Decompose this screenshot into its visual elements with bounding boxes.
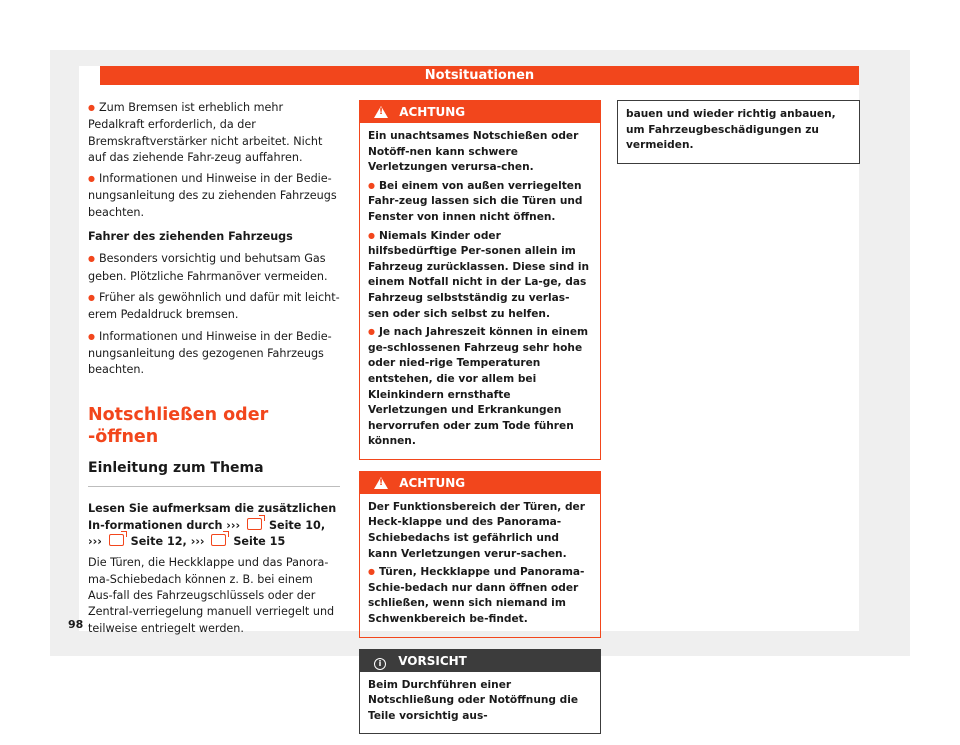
reference-paragraph [88, 501, 340, 550]
caution-label: VORSICHT [398, 653, 467, 668]
section-title: Notschließen oder -öffnen [88, 405, 269, 448]
warning-triangle-icon [374, 477, 388, 489]
page-reference-icon [247, 518, 262, 530]
bullet-item: ● Informationen und Hinweise in der Bedie-nungsanleitung des gezogenen Fahrzeugs beachten. [88, 329, 340, 379]
body-paragraph: Die Türen, die Heckklappe und das Panora-ma-Schiebedach können z. B. bei einem Aus-fall des Fahrzeugschlüssels oder der Zentral-verriegelung manuell verriegelt und teilweise entriegelt werden. [88, 556, 335, 635]
warning-bullet: ● Bei einem von außen verriegelten Fahr-zeug lassen sich die Türen und Fenster von innen nicht öffnen. [368, 179, 590, 226]
reference-arrows: ››› [190, 535, 205, 549]
column-right [617, 100, 860, 175]
warning-triangle-icon [374, 106, 388, 118]
bullet-item: ● Informationen und Hinweise in der Bedie-nungsanleitung des zu ziehenden Fahrzeugs beachten. [88, 171, 340, 221]
page-number: 98 [68, 618, 84, 631]
reference-link-1[interactable]: Seite 10, [268, 518, 326, 532]
warning-box-header [360, 472, 600, 494]
warning-bullet: ● Niemals Kinder oder hilfsbedürftige Per-sonen allein im Fahrzeug zurücklassen. Diese sind in einem Notfall nicht in der La-ge, das Fahrzeug selbstständig zu verlas-sen oder sich selbst zu helfen. [368, 229, 590, 323]
warning-label: ACHTUNG [399, 105, 466, 119]
reference-intro: Lesen Sie aufmerksam die zusätzlichen In-formationen durch ››› [88, 502, 337, 532]
reference-link-3[interactable]: Seite 15 [233, 535, 286, 549]
caution-box [359, 649, 601, 735]
chapter-title: Notsituationen [424, 68, 535, 83]
warning-box-header [360, 101, 600, 123]
reference-link-2[interactable]: Seite 12, [130, 535, 187, 549]
reference-arrows: ››› [88, 535, 102, 549]
column-middle [359, 100, 601, 745]
warning-intro: Der Funktionsbereich der Türen, der Heck-klappe und des Panorama-Schiebedachs ist gefährlich und kann Verletzungen verur-sachen. [368, 500, 585, 560]
warning-bullet: ● Türen, Heckklappe und Panorama-Schie-bedach nur dann öffnen oder schließen, wenn sich niemand im Schwenkbereich be-findet. [368, 565, 590, 627]
info-circle-icon: i [374, 658, 386, 670]
caution-box-continued [617, 100, 860, 164]
warning-intro: Ein unachtsames Notschießen oder Notöff-nen kann schwere Verletzungen verursa-chen. [368, 130, 579, 174]
bullet-item: ● Besonders vorsichtig und behutsam Gas geben. Plötzliche Fahrmanöver vermeiden. [88, 251, 340, 285]
warning-box-body [360, 494, 600, 637]
bullet-item: ● Früher als gewöhnlich und dafür mit leicht-erem Pedaldruck bremsen. [88, 290, 340, 324]
subheading: Fahrer des ziehenden Fahrzeugs [88, 230, 293, 244]
warning-box [359, 100, 601, 460]
topic-title: Einleitung zum Thema [88, 458, 340, 487]
caution-box-body [360, 672, 600, 734]
caution-text: bauen und wieder richtig anbauen, um Fahrzeugbeschädigungen zu vermeiden. [626, 108, 836, 152]
warning-bullet: ● Je nach Jahreszeit können in einem ge-schlossenen Fahrzeug sehr hohe oder nied-rige Temperaturen entstehen, die vor allem bei Kleinkindern ernsthafte Verletzungen und Erkrankungen hervorrufen oder zum Tode führen können. [368, 325, 590, 450]
caution-box-body [618, 101, 859, 163]
chapter-header [100, 66, 859, 85]
warning-box-body [360, 123, 600, 459]
column-left [88, 100, 340, 642]
page-reference-icon [109, 534, 124, 546]
bullet-item: ● Zum Bremsen ist erheblich mehr Pedalkraft erforderlich, da der Bremskraftverstärker nicht arbeitet. Nicht auf das ziehende Fahr-zeug auffahren. [88, 100, 340, 166]
caution-box-header [360, 650, 600, 672]
page-reference-icon [211, 534, 226, 546]
caution-text: Beim Durchführen einer Notschließung oder Notöffnung die Teile vorsichtig aus- [368, 678, 579, 722]
warning-label: ACHTUNG [399, 475, 466, 490]
warning-box [359, 471, 601, 638]
